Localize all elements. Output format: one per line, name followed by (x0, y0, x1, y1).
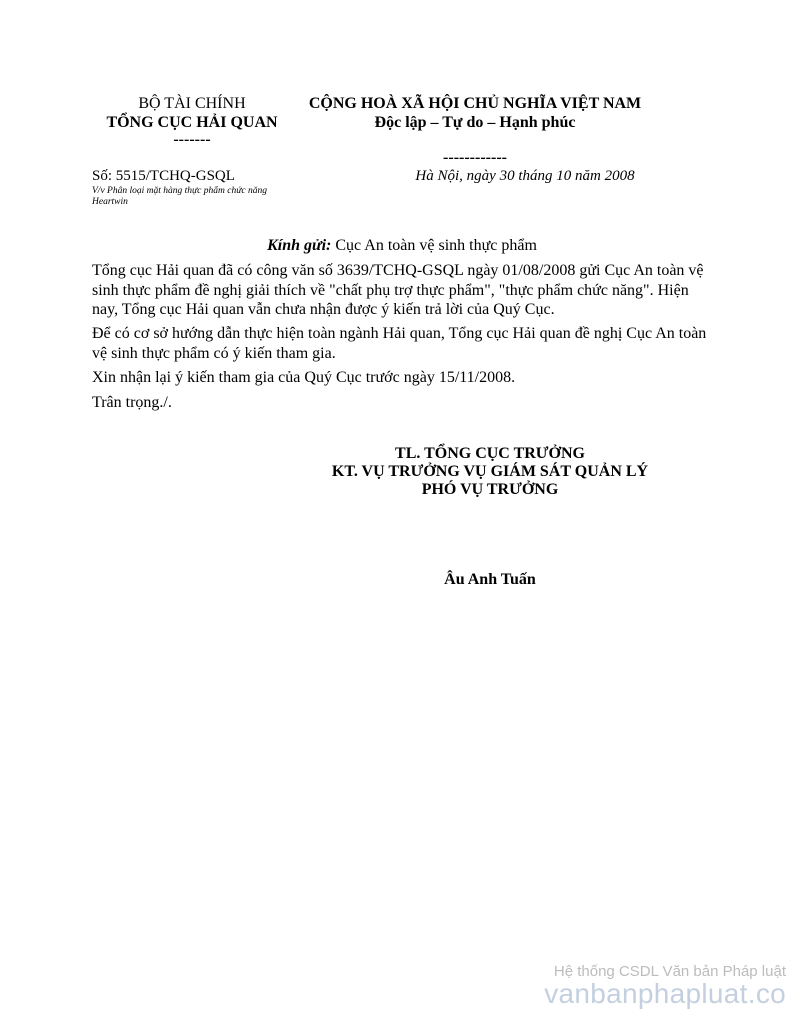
motto-rule: ------------ (443, 149, 507, 166)
watermark-caption: Hệ thống CSDL Văn bản Pháp luật (553, 963, 786, 980)
body-paragraph-2: Để có cơ sở hướng dẫn thực hiện toàn ngành Hải quan, Tổng cục Hải quan đề nghị Cục An toàn vệ sinh thực phẩm có ý kiến tham gia. (92, 325, 707, 362)
nation-title: CỘNG HOÀ XÃ HỘI CHỦ NGHĨA VIỆT NAM (308, 95, 642, 112)
body-paragraph-3: Xin nhận lại ý kiến tham gia của Quý Cục trước ngày 15/11/2008. (92, 369, 516, 386)
signature-line-3: PHÓ VỤ TRƯỞNG (421, 481, 559, 498)
ministry-name: BỘ TÀI CHÍNH (138, 95, 246, 112)
agency-rule: ------- (173, 131, 211, 148)
signature-line-1: TL. TỔNG CỤC TRƯỞNG (395, 445, 585, 462)
motto: Độc lập – Tự do – Hạnh phúc (374, 114, 576, 131)
body-paragraph-1: Tổng cục Hải quan đã có công văn số 3639/TCHQ-GSQL ngày 01/08/2008 gửi Cục An toàn vệ sinh thực phẩm đề nghị giải thích về "chất phụ trợ thực phẩm", "thực phẩm chức năng". Hiện nay, Tổng cục Hải quan vẫn chưa nhận được ý kiến trả lời của Quý Cục. (92, 262, 704, 318)
signer-name: Âu Anh Tuấn (444, 571, 536, 588)
body-paragraph-4: Trân trọng./. (92, 394, 172, 411)
recipient-label: Kính gửi: (267, 237, 332, 254)
recipient (92, 236, 712, 255)
subject-line-2: Heartwin (92, 197, 128, 207)
subject-line-1: V/v Phân loại mặt hàng thực phẩm chức năng (92, 186, 268, 196)
agency-name: TỔNG CỤC HẢI QUAN (106, 114, 278, 131)
place-date: Hà Nội, ngày 30 tháng 10 năm 2008 (415, 168, 635, 184)
recipient-name: Cục An toàn vệ sinh thực phẩm (335, 237, 537, 254)
signature-line-2: KT. VỤ TRƯỞNG VỤ GIÁM SÁT QUẢN LÝ (331, 463, 649, 480)
watermark-site: vanbanphapluat.co (544, 978, 786, 1009)
document-number: Số: 5515/TCHQ-GSQL (92, 168, 235, 184)
